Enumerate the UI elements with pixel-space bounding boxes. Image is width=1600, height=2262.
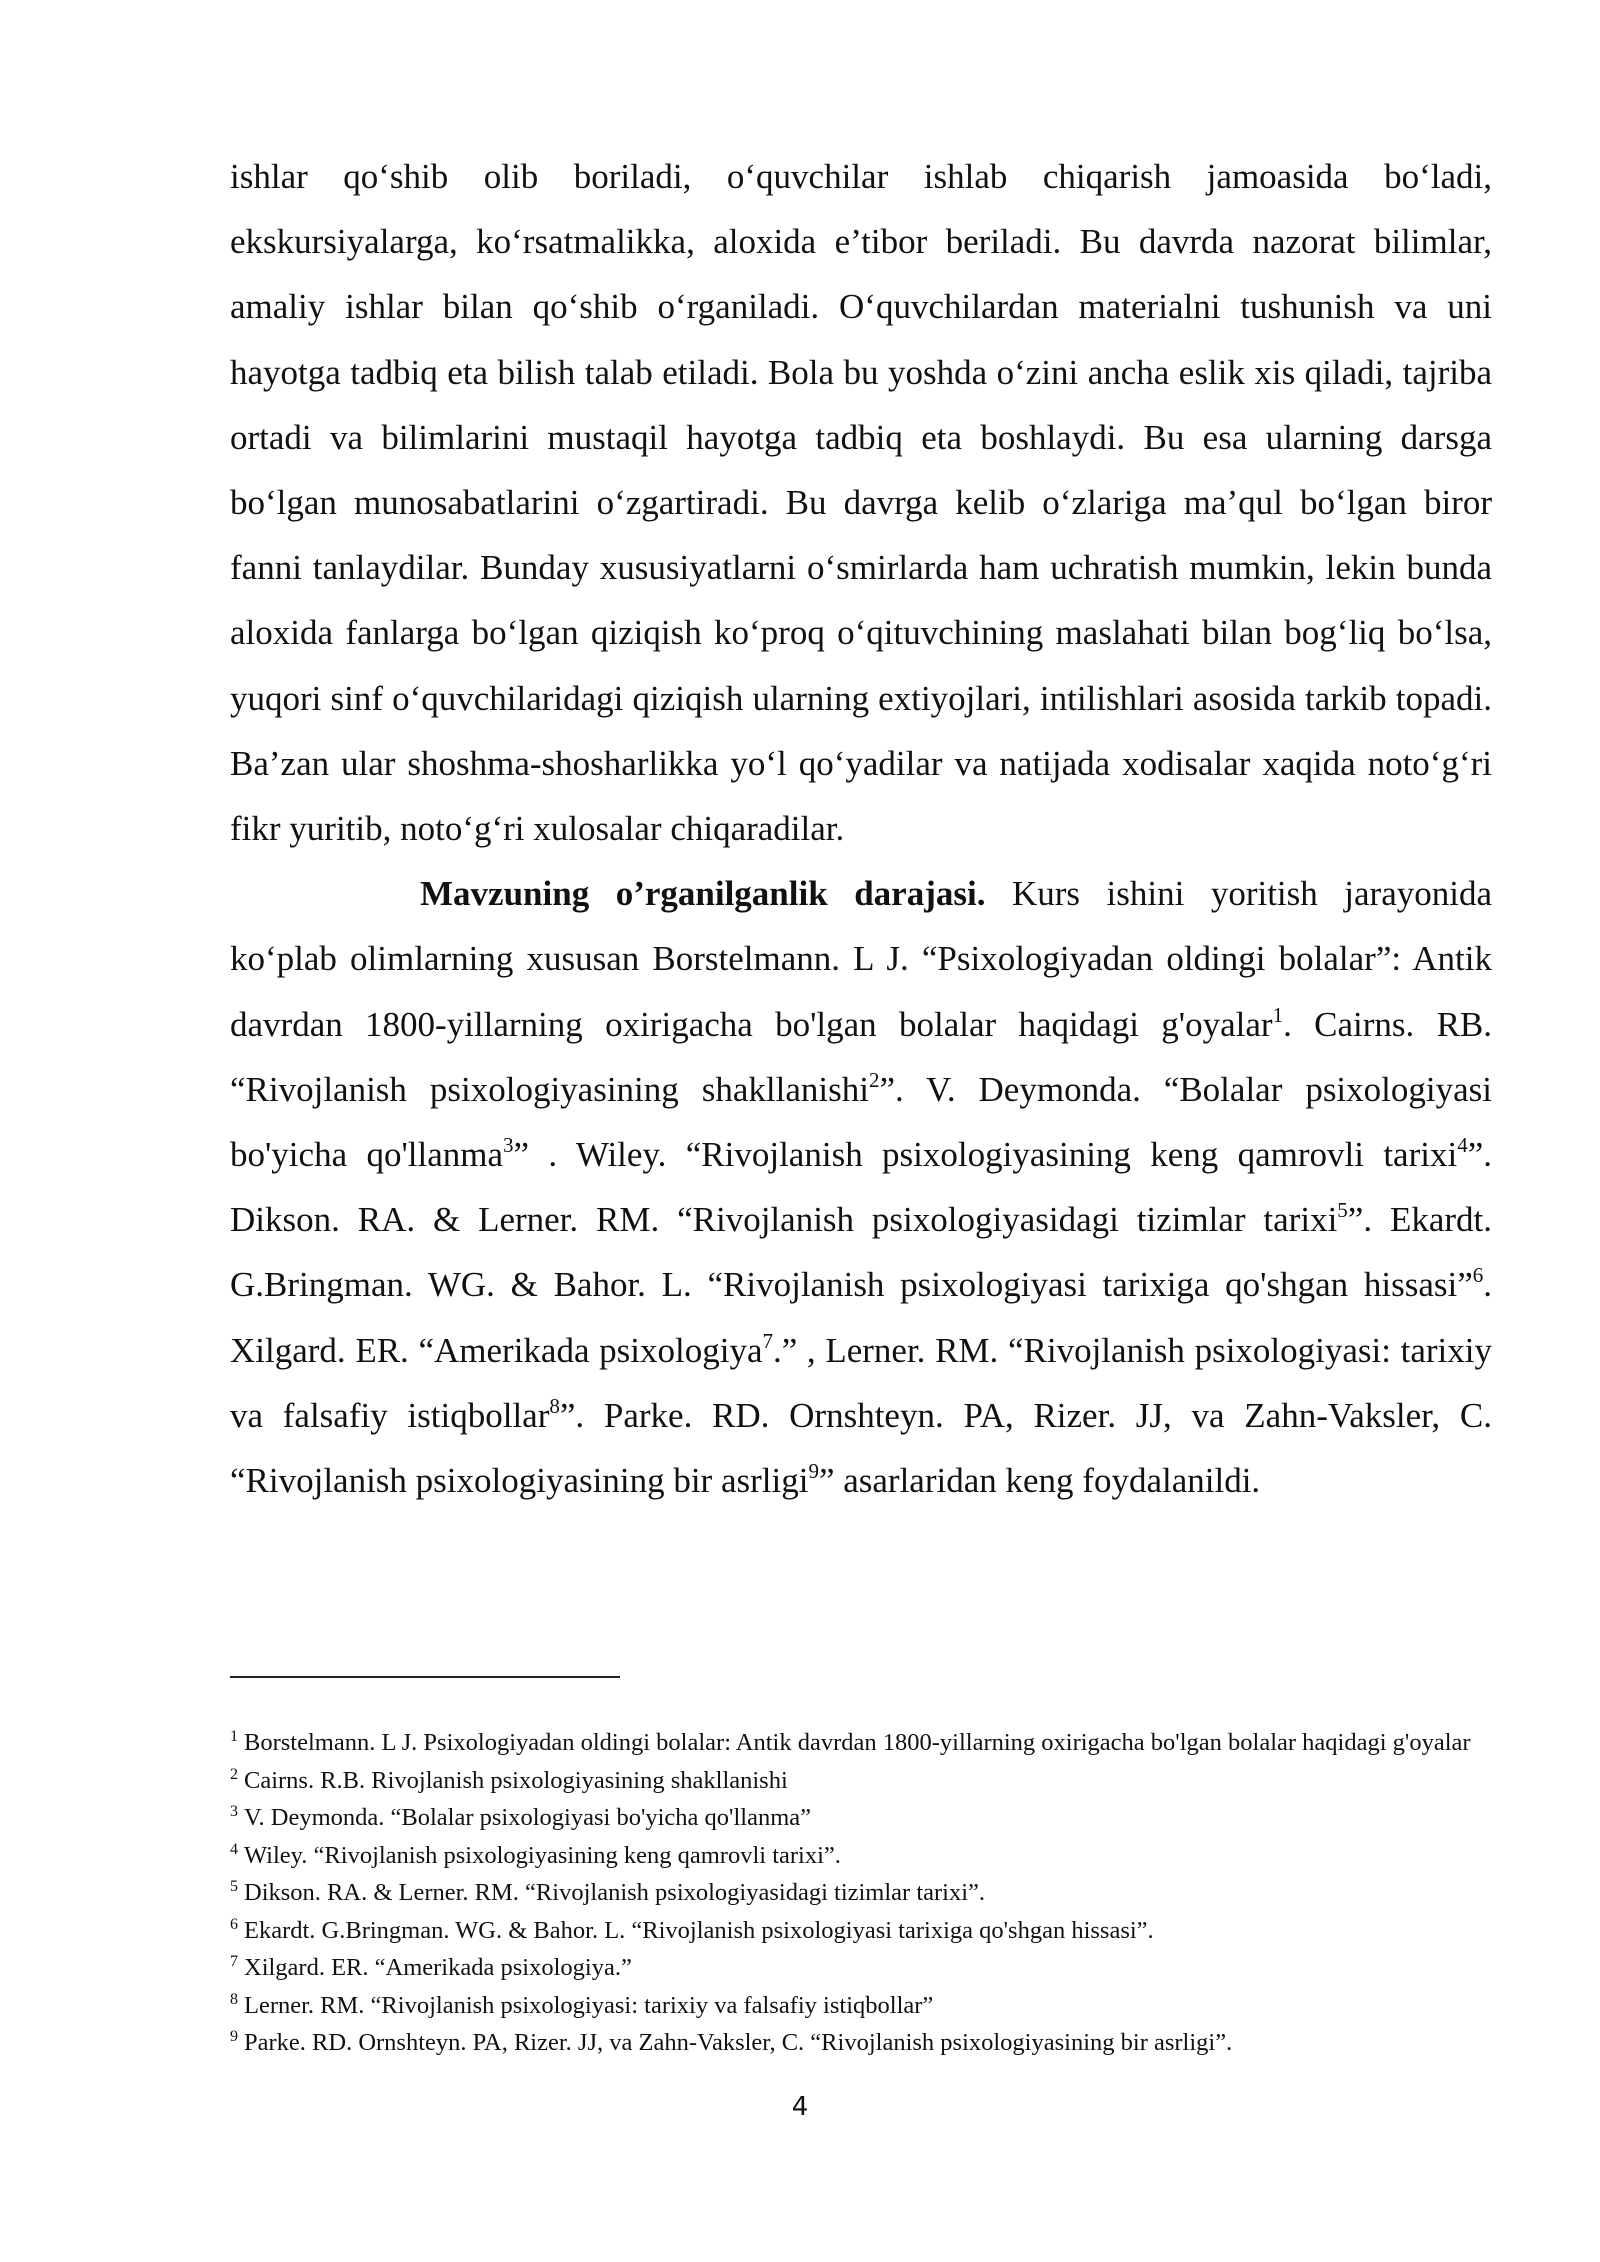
footnote xyxy=(230,1762,1492,1800)
footnote-number: 6 xyxy=(230,1915,238,1933)
footnote-ref[interactable]: 8 xyxy=(549,1393,560,1418)
text-segment: ” asarlaridan keng foydalanildi. xyxy=(818,1461,1261,1501)
text-segment: ” . Wiley. “Rivojlanish psixologiyasining keng qamrovli tarixi xyxy=(513,1135,1458,1175)
text-segment: Kurs ishini yoritish jarayonida ko‘plab olimlarning xususan Borstelmann. L J. “Psixologiyadan oldingi bolalar”: Antik davrdan 1800-yillarning oxirigacha bo'lgan bolalar haqidagi g'oyalar xyxy=(230,874,1492,1044)
footnote-ref[interactable]: 1 xyxy=(1272,1002,1284,1027)
footnote xyxy=(230,1837,1492,1875)
footnote xyxy=(230,1949,1492,1987)
section-heading: Mavzuning o’rganilganlik darajasi. xyxy=(420,874,986,914)
text-segment: ”. Dikson. RA. & Lerner. RM. “Rivojlanish psixologiyasidagi tizimlar tarixi xyxy=(230,1135,1492,1240)
footnote-text: Cairns. R.B. Rivojlanish psixologiyasining shakllanishi xyxy=(244,1766,788,1794)
paragraph-literature-review xyxy=(230,861,1492,1513)
footnote-text: V. Deymonda. “Bolalar psixologiyasi bo'yicha qo'llanma” xyxy=(244,1804,811,1831)
footnote-ref[interactable]: 9 xyxy=(808,1459,819,1484)
footnote-number: 7 xyxy=(230,1953,238,1970)
footnote-ref[interactable]: 2 xyxy=(868,1067,880,1092)
footnote-ref[interactable]: 3 xyxy=(503,1133,514,1158)
footnote-ref[interactable]: 7 xyxy=(762,1328,773,1353)
text-segment: ”. Ekardt. G.Bringman. WG. & Bahor. L. “Rivojlanish psixologiyasi tarixiga qo'shgan hissasi” xyxy=(230,1200,1492,1305)
footnotes xyxy=(230,1724,1492,2062)
footnote-text: Ekardt. G.Bringman. WG. & Bahor. L. “Rivojlanish psixologiyasi tarixiga qo'shgan hissasi”. xyxy=(244,1916,1154,1944)
footnote-text: Lerner. RM. “Rivojlanish psixologiyasi: tarixiy va falsafiy istiqbollar” xyxy=(244,1991,934,2019)
footnote-text: Wiley. “Rivojlanish psixologiyasining keng qamrovli tarixi”. xyxy=(244,1841,841,1869)
text-segment: .” , Lerner. RM. “Rivojlanish psixologiyasi: tarixiy va falsafiy istiqbollar xyxy=(230,1330,1492,1435)
footnote-text: Borstelmann. L J. Psixologiyadan oldingi bolalar: Antik davrdan 1800-yillarning oxirigacha bo'lgan bolalar haqidagi g'oyalar xyxy=(244,1729,1471,1756)
footnote xyxy=(230,1799,1492,1837)
footnote-separator xyxy=(230,1676,620,1678)
footnote-number: 1 xyxy=(230,1728,238,1745)
footnote xyxy=(230,2024,1492,2062)
footnote-number: 2 xyxy=(230,1765,238,1783)
text-segment: . Cairns. RB. “Rivojlanish psixologiyasining shakllanishi xyxy=(230,1004,1493,1109)
footnote xyxy=(230,1912,1492,1950)
body-text xyxy=(230,144,1492,1513)
footnote-text: Parke. RD. Ornshteyn. PA, Rizer. JJ, va Zahn-Vaksler, C. “Rivojlanish psixologiyasining bir asrligi”. xyxy=(244,2029,1233,2056)
page-number: 4 xyxy=(791,2092,809,2122)
footnote-number: 4 xyxy=(230,1840,238,1858)
paragraph-intro: ishlar qo‘shib olib boriladi, o‘quvchilar ishlab chiqarish jamoasida bo‘ladi, ekskursiyalarga, ko‘rsatmalikka, aloxida e’tibor beriladi. Bu davrda nazorat bilimlar, amaliy ishlar bilan qo‘shib o‘rganiladi. O‘quvchilardan materialni tushunish va uni hayotga tadbiq eta bilish talab etiladi. Bola bu yoshda o‘zini ancha eslik xis qiladi, tajriba ortadi va bilimlarini mustaqil hayotga tadbiq eta boshlaydi. Bu esa ularning darsga bo‘lgan munosabatlarini o‘zgartiradi. Bu davrga kelib o‘zlariga ma’qul bo‘lgan biror fanni tanlaydilar. Bunday xususiyatlarni o‘smirlarda ham uchratish mumkin, lekin bunda aloxida fanlarga bo‘lgan qiziqish ko‘proq o‘qituvchining maslahati bilan bog‘liq bo‘lsa, yuqori sinf o‘quvchilaridagi qiziqish ularning extiyojlari, intilishlari asosida tarkib topadi. Ba’zan ular shoshma-shosharlikka yo‘l qo‘yadilar va natijada xodisalar xaqida noto‘g‘ri fikr yuritib, noto‘g‘ri xulosalar chiqaradilar. xyxy=(230,157,1492,849)
footnote xyxy=(230,1724,1492,1762)
footnote xyxy=(230,1987,1492,2025)
text-segment: ”. Parke. RD. Ornshteyn. PA, Rizer. JJ, va Zahn-Vaksler, C. “Rivojlanish psixologiyasining bir asrligi xyxy=(230,1395,1492,1501)
footnote-number: 3 xyxy=(230,1803,238,1820)
footnote-ref[interactable]: 5 xyxy=(1337,1198,1348,1223)
footnote-ref[interactable]: 4 xyxy=(1457,1133,1468,1158)
text-segment: ”. V. Deymonda. “Bolalar psixologiyasi bo'yicha qo'llanma xyxy=(230,1069,1492,1175)
footnote-number: 9 xyxy=(230,2028,238,2045)
footnote-number: 5 xyxy=(230,1878,238,1895)
footnote-text: Xilgard. ER. “Amerikada psixologiya.” xyxy=(244,1954,632,1981)
footnote-number: 8 xyxy=(230,1990,238,2008)
footnote-text: Dikson. RA. & Lerner. RM. “Rivojlanish psixologiyasidagi tizimlar tarixi”. xyxy=(244,1879,986,1906)
text-segment: . Xilgard. ER. “Amerikada psixologiya xyxy=(230,1265,1492,1370)
footnote xyxy=(230,1874,1492,1912)
footnote-ref[interactable]: 6 xyxy=(1472,1263,1484,1288)
